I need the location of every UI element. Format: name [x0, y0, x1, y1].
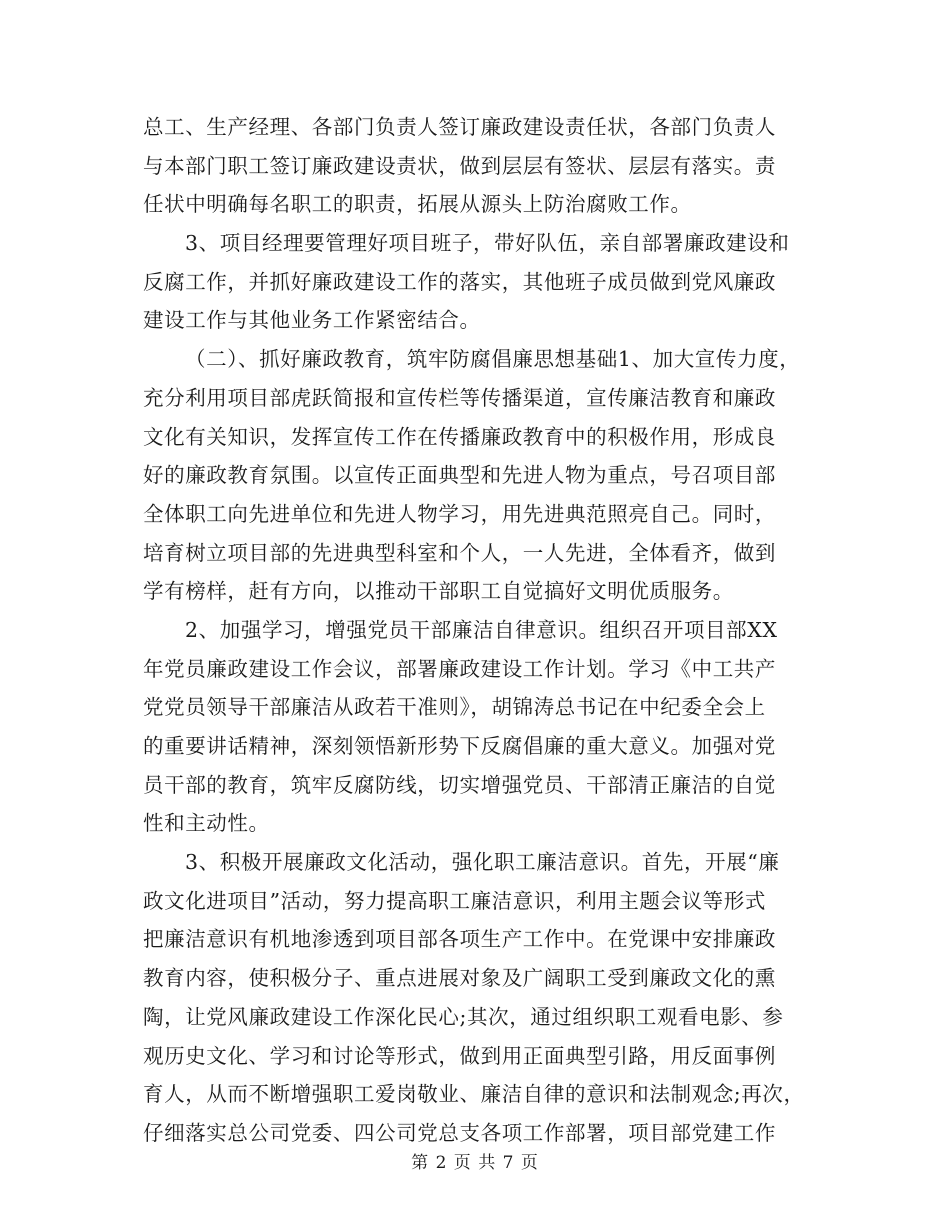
text-line: 把廉洁意识有机地渗透到项目部各项生产工作中。在党课中安排廉政 — [143, 927, 776, 952]
text-line: 教育内容，使积极分子、重点进展对象及广阔职工受到廉政文化的熏 — [143, 966, 776, 991]
text-line: 好的廉政教育氛围。以宣传正面典型和先进人物为重点，号召项目部 — [143, 463, 776, 488]
text-line: 2、加强学习，增强党员干部廉洁自律意识。组织召开项目部XX — [185, 617, 778, 642]
text-line: 仔细落实总公司党委、四公司党总支各项工作部署，项目部党建工作 — [143, 1120, 776, 1145]
text-line: 年党员廉政建设工作会议，部署廉政建设工作计划。学习《中工共产 — [143, 656, 776, 681]
text-line: 3、积极开展廉政文化活动，强化职工廉洁意识。首先，开展“廉 — [185, 850, 780, 875]
document-body — [143, 108, 813, 1153]
text-line: 全体职工向先进单位和先进人物学习，用先进典范照亮自己。同时， — [143, 501, 776, 526]
text-line: 观历史文化、学习和讨论等形式，做到用正面典型引路，用反面事例 — [143, 1043, 776, 1068]
text-line: 反腐工作，并抓好廉政建设工作的落实，其他班子成员做到党风廉政 — [143, 269, 776, 294]
text-line: 3、项目经理要管理好项目班子，带好队伍，亲自部署廉政建设和 — [185, 231, 790, 256]
text-line: 党党员领导干部廉洁从政若干准则》，胡锦涛总书记在中纪委全会上 — [143, 695, 766, 720]
text-line: （二）、抓好廉政教育，筑牢防腐倡廉思想基础1、加大宣传力度， — [185, 347, 801, 372]
text-line: 总工、生产经理、各部门负责人签订廉政建设责任状，各部门负责人 — [143, 115, 776, 139]
page-number-footer: 第 2 页 共 7 页 — [411, 1153, 539, 1173]
text-line: 员干部的教育，筑牢反腐防线，切实增强党员、干部清正廉洁的自觉 — [143, 772, 776, 797]
text-line: 充分利用项目部虎跃简报和宣传栏等传播渠道，宣传廉洁教育和廉政 — [143, 385, 776, 410]
text-line: 任状中明确每名职工的职责，拓展从源头上防治腐败工作。 — [143, 192, 692, 217]
text-line: 学有榜样，赶有方向，以推动干部职工自觉搞好文明优质服务。 — [143, 579, 734, 604]
text-line: 政文化进项目”活动，努力提高职工廉洁意识，利用主题会议等形式 — [143, 888, 766, 913]
text-line: 与本部门职工签订廉政建设责状，做到层层有签状、层层有落实。责 — [143, 153, 776, 178]
text-line: 性和主动性。 — [143, 811, 270, 836]
text-line: 培育树立项目部的先进典型科室和个人，一人先进，全体看齐，做到 — [143, 540, 776, 565]
text-line: 陶，让党风廉政建设工作深化民心;其次，通过组织职工观看电影、参 — [143, 1004, 784, 1029]
text-line: 的重要讲话精神，深刻领悟新形势下反腐倡廉的重大意义。加强对党 — [143, 734, 776, 758]
text-line: 文化有关知识，发挥宣传工作在传播廉政教育中的积极作用，形成良 — [143, 424, 776, 449]
text-line: 建设工作与其他业务工作紧密结合。 — [143, 308, 481, 333]
text-line: 育人，从而不断增强职工爱岗敬业、廉洁自律的意识和法制观念;再次， — [143, 1082, 805, 1107]
